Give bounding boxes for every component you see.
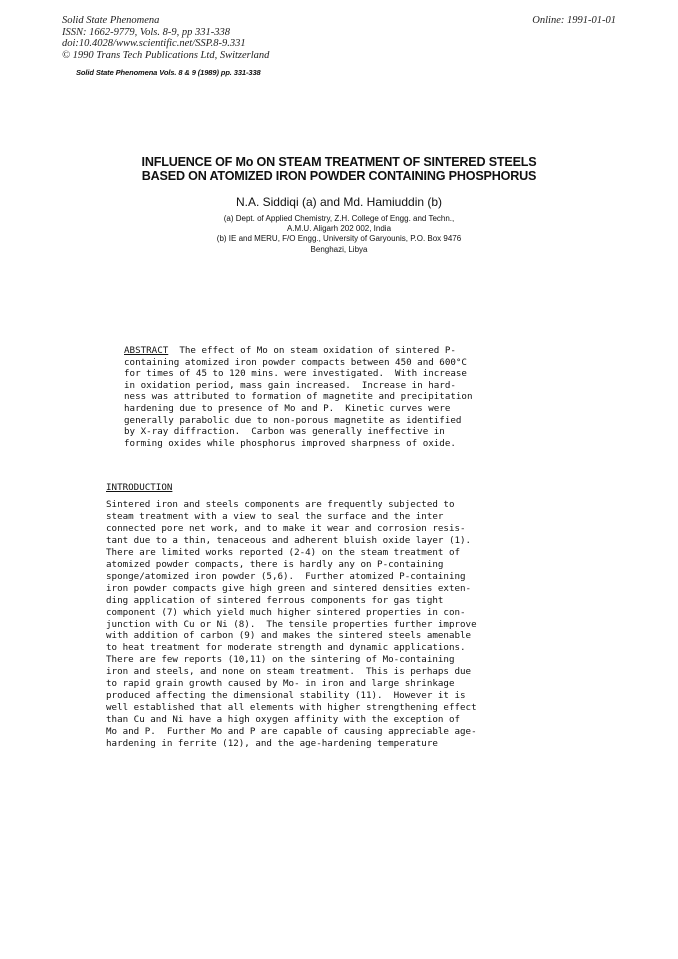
affiliation-line: (b) IE and MERU, F/O Engg., University of Garyounis, P.O. Box 9476 [216,234,462,244]
body-line: hardening in ferrite (12), and the age-hardening temperature [106,738,438,750]
issn-line: ISSN: 1662-9779, Vols. 8-9, pp 331-338 [62,26,230,38]
abstract-line [124,345,564,357]
journal-name: Solid State Phenomena [62,15,160,26]
abstract-line: for times of 45 to 120 mins. were investigated. With increase [124,368,467,380]
author-list: N.A. Siddiqi (a) and Md. Hamiuddin (b) [235,195,443,209]
paper-title [0,156,678,183]
body-line: to rapid grain growth caused by Mo- in iron and large shrinkage [106,678,455,690]
body-line: Mo and P. Further Mo and P are capable of causing appreciable age- [106,726,477,738]
body-line: iron and steels, and none on steam treatment. This is perhaps due [106,666,472,678]
abstract-line: ness was attributed to formation of magnetite and precipitation [124,391,473,403]
body-line: than Cu and Ni have a high oxygen affinity with the exception of [106,714,461,726]
online-date: Online: 1991-01-01 [532,15,616,26]
body-line: junction with Cu or Ni (8). The tensile properties further improve [106,618,477,630]
body-line: There are few reports (10,11) on the sintering of Mo-containing [106,654,455,666]
body-line: with addition of carbon (9) and makes the sintered steels amenable [106,630,472,642]
introduction-body [106,499,556,750]
abstract-line: by X-ray diffraction. Carbon was generally ineffective in [124,426,445,438]
abstract-label: ABSTRACT [124,345,169,356]
body-line: ding application of sintered ferrous components for gas tight [106,594,444,606]
title-line-1: INFLUENCE OF Mo ON STEAM TREATMENT OF SINTERED STEELS [141,155,537,169]
title-line-2: BASED ON ATOMIZED IRON POWDER CONTAINING PHOSPHORUS [141,168,537,183]
abstract-line: in oxidation period, mass gain increased. Increase in hard- [124,379,456,391]
abstract-line: generally parabolic due to non-porous magnetite as identified [124,414,462,426]
body-line: There are limited works reported (2-4) on the steam treatment of [106,546,461,558]
doi-line: doi:10.4028/www.scientific.net/SSP.8-9.331 [62,38,246,49]
affiliation-line: A.M.U. Aligarh 202 002, India [286,224,392,234]
body-line: iron powder compacts give high green and sintered densities exten- [106,582,472,594]
body-line: connected pore net work, and to make it wear and corrosion resis- [106,522,466,534]
body-line: sponge/atomized iron powder (5,6). Further atomized P-containing [106,570,466,582]
abstract-block [124,345,564,449]
affiliations [0,214,678,255]
body-line: steam treatment with a view to seal the surface and the inter [106,510,444,522]
body-line: tant due to a thin, tenaceous and adherent bluish oxide layer (1). [106,534,472,546]
affiliation-line: (a) Dept. of Applied Chemistry, Z.H. College of Engg. and Techn., [223,214,455,223]
copyright-line: © 1990 Trans Tech Publications Ltd, Switzerland [62,49,270,61]
affiliation-line: Benghazi, Libya [310,244,368,254]
body-line: Sintered iron and steels components are frequently subjected to [106,499,455,510]
body-line: to heat treatment for moderate strength and dynamic applications. [106,642,466,654]
body-line: component (7) which yield much higher sintered properties in con- [106,606,466,618]
introduction-heading: INTRODUCTION [106,482,173,493]
body-line: atomized powder compacts, there is hardly any on P-containing [106,558,444,570]
volume-line: Solid State Phenomena Vols. 8 & 9 (1989) pp. 331-338 [76,68,261,77]
abstract-line-text: The effect of Mo on steam oxidation of sintered P- [168,345,456,356]
body-line: produced affecting the dimensional stability (11). However it is [106,690,466,702]
abstract-line: hardening due to presence of Mo and P. Kinetic curves were [124,402,451,414]
abstract-line: containing atomized iron powder compacts between 450 and 600°C [124,356,467,368]
abstract-line: forming oxides while phosphorus improved sharpness of oxide. [124,437,456,449]
body-line: well established that all elements with higher strengthening effect [106,702,477,714]
publication-header [62,15,269,61]
